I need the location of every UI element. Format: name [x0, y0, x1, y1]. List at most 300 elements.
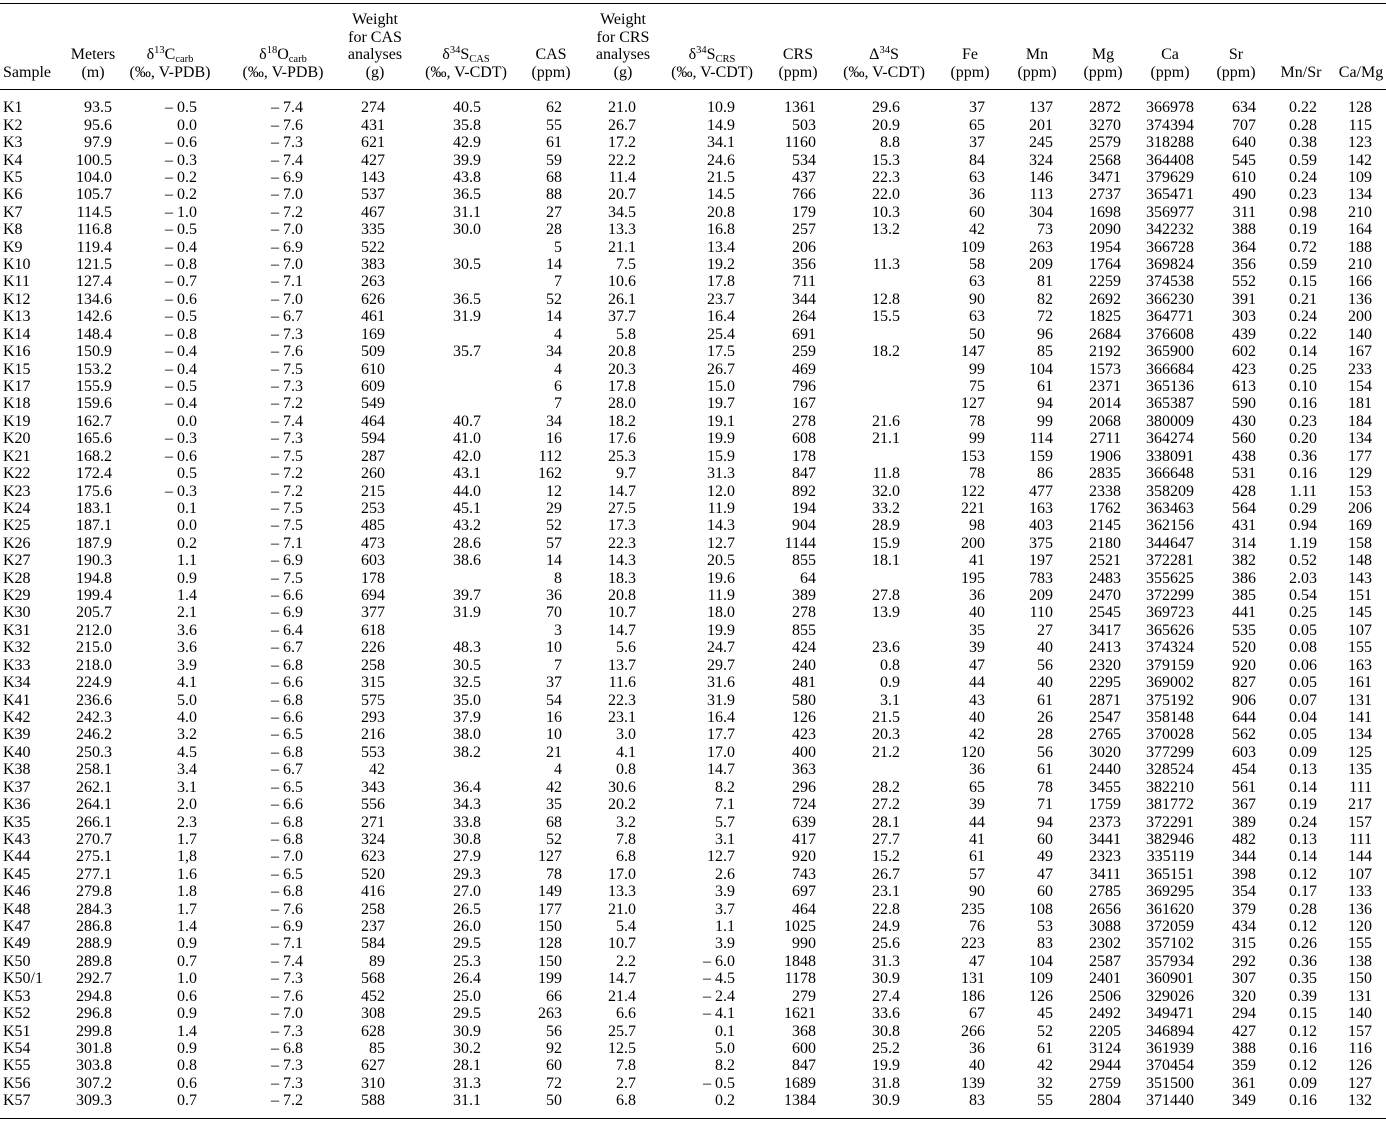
cell-mn-sr: 0.12 — [1289, 1022, 1317, 1040]
header-text: Sr — [1228, 46, 1244, 64]
cell-mn-ppm: 27 — [1037, 621, 1053, 639]
cell-mn-sr: 0.23 — [1289, 412, 1317, 430]
cell-d13c-carb: 1.4 — [177, 1022, 197, 1040]
table-row — [0, 726, 1386, 743]
cell-d34s-crs: 5.7 — [715, 813, 735, 831]
cell-sample: K16 — [3, 343, 31, 361]
cell-sr-ppm: 385 — [1232, 587, 1256, 605]
cell-d18o-carb: – 6.5 — [271, 865, 303, 883]
cell-ca-mg: 134 — [1348, 726, 1372, 744]
cell-weight-crs: 3.2 — [616, 813, 636, 831]
cell-d34s-cas — [391, 239, 481, 256]
cell-weight-cas: 343 — [361, 778, 385, 796]
cell-crs-ppm: 766 — [792, 186, 816, 204]
cell-mn-ppm: 40 — [1037, 639, 1053, 657]
cell-fe-ppm: 67 — [969, 1005, 985, 1023]
cell-crs-ppm: 796 — [792, 378, 816, 395]
cell-mg-ppm: 2785 — [1089, 883, 1121, 901]
cell-d13c-carb: 1.8 — [177, 883, 197, 901]
cell-cas-ppm: 16 — [546, 708, 562, 726]
cell-cas-ppm: 199 — [538, 970, 562, 988]
cell-cas-ppm: 61 — [546, 134, 562, 152]
cell-sr-ppm: 428 — [1232, 482, 1256, 500]
cell-d34s-crs: 15.0 — [707, 378, 735, 395]
cell-cap-delta34s: 23.6 — [872, 639, 900, 657]
cell-sr-ppm: 398 — [1232, 865, 1256, 883]
cell-mn-ppm: 94 — [1037, 813, 1053, 831]
cell-ca-ppm: 369824 — [1146, 256, 1194, 274]
cell-ca-ppm: 358148 — [1146, 708, 1194, 726]
cell-d13c-carb: 0.0 — [177, 412, 197, 430]
cell-sample: K6 — [3, 186, 23, 204]
cell-weight-crs: 13.3 — [608, 883, 636, 901]
cell-d34s-cas: 41.0 — [453, 430, 481, 448]
cell-d13c-carb: 0.7 — [177, 952, 197, 970]
cell-cap-delta34s: 29.6 — [872, 99, 900, 117]
cell-d34s-crs: 34.1 — [707, 134, 735, 152]
cell-mn-ppm: 201 — [1029, 116, 1053, 134]
cell-cas-ppm: 59 — [546, 151, 562, 169]
cell-weight-crs: 0.8 — [616, 761, 636, 779]
cell-d34s-crs: 18.0 — [707, 604, 735, 622]
cell-sr-ppm: 379 — [1232, 900, 1256, 918]
cell-d13c-carb: 5.0 — [177, 691, 197, 709]
cell-d34s-crs: 25.4 — [707, 325, 735, 343]
cell-cas-ppm: 52 — [546, 290, 562, 308]
table-row — [0, 500, 1386, 517]
cell-ca-mg: 144 — [1348, 848, 1372, 866]
cell-d13c-carb: 0.9 — [177, 1005, 197, 1023]
cell-cap-delta34s: 0.9 — [880, 674, 900, 692]
cell-meters: 175.6 — [76, 482, 112, 500]
cell-sample: K3 — [3, 134, 23, 152]
cell-cap-delta34s: 20.3 — [872, 726, 900, 744]
cell-cap-delta34s: 20.9 — [872, 116, 900, 134]
cell-meters: 266.1 — [76, 813, 112, 831]
cell-meters: 187.9 — [76, 534, 112, 552]
cell-sample: K26 — [3, 534, 31, 552]
cell-ca-mg: 184 — [1348, 412, 1372, 430]
cell-mn-sr: 0.39 — [1289, 987, 1317, 1005]
cell-fe-ppm: 131 — [961, 970, 985, 988]
cell-mg-ppm: 2871 — [1089, 691, 1121, 709]
cell-d18o-carb: – 6.9 — [271, 238, 303, 256]
header-text: Mn/Sr — [1280, 63, 1322, 81]
table-row — [0, 413, 1386, 430]
header-text: Ca — [1161, 46, 1179, 64]
cell-d34s-crs: 3.9 — [715, 883, 735, 901]
table-row — [0, 552, 1386, 569]
cell-sample: K42 — [3, 708, 31, 726]
header-text: (‰, V-PDB) — [242, 63, 324, 81]
cell-cap-delta34s: 15.5 — [872, 308, 900, 326]
cell-mn-sr: 0.15 — [1289, 1005, 1317, 1023]
cell-d13c-carb: – 0.5 — [165, 221, 197, 239]
table-row — [0, 622, 1386, 639]
table-row — [0, 587, 1386, 604]
cell-sr-ppm: 454 — [1232, 761, 1256, 779]
cell-ca-mg: 157 — [1348, 813, 1372, 831]
header-text: C — [164, 46, 176, 64]
cell-mn-sr: 0.22 — [1289, 325, 1317, 343]
cell-d18o-carb: – 7.1 — [271, 935, 303, 953]
cell-d18o-carb: – 7.3 — [271, 134, 303, 152]
cell-ca-ppm: 364274 — [1146, 430, 1194, 448]
cell-sr-ppm: 388 — [1232, 1039, 1256, 1057]
cell-d34s-crs: 17.0 — [707, 743, 735, 761]
cell-cap-delta34s: 22.0 — [872, 186, 900, 204]
cell-cas-ppm: 12 — [546, 482, 562, 500]
cell-mn-ppm: 113 — [1029, 186, 1053, 204]
cell-mg-ppm: 3441 — [1089, 830, 1121, 848]
cell-ca-mg: 127 — [1348, 1074, 1372, 1092]
cell-d34s-cas: 45.1 — [453, 499, 481, 517]
cell-meters: 242.3 — [76, 708, 112, 726]
cell-meters: 153.2 — [76, 360, 112, 378]
table-header-rule — [0, 89, 1386, 90]
cell-sample: K8 — [3, 221, 23, 239]
header-text: (ppm) — [1017, 63, 1057, 81]
cell-mn-sr: 0.94 — [1289, 517, 1317, 535]
cell-ca-mg: 123 — [1348, 134, 1372, 152]
cell-d18o-carb: – 7.2 — [271, 395, 303, 413]
cell-d34s-crs: 19.9 — [707, 621, 735, 639]
cell-mn-ppm: 55 — [1037, 1092, 1053, 1110]
cell-mn-ppm: 159 — [1029, 447, 1053, 465]
cell-meters: 236.6 — [76, 691, 112, 709]
cell-mg-ppm: 2180 — [1089, 534, 1121, 552]
cell-sr-ppm: 535 — [1232, 621, 1256, 639]
cell-meters: 275.1 — [76, 848, 112, 866]
cell-d13c-carb: – 0.8 — [165, 325, 197, 343]
cell-mn-ppm: 26 — [1037, 708, 1053, 726]
cell-cas-ppm: 112 — [538, 447, 562, 465]
cell-crs-ppm: 534 — [792, 151, 816, 169]
cell-sample: K31 — [3, 621, 31, 639]
cell-cas-ppm: 7 — [554, 273, 562, 291]
cell-cap-delta34s — [810, 622, 900, 639]
cell-sr-ppm: 314 — [1232, 534, 1256, 552]
cell-mg-ppm: 2302 — [1089, 935, 1121, 953]
cell-cap-delta34s: 0.8 — [880, 656, 900, 674]
cell-d13c-carb: – 0.6 — [165, 447, 197, 465]
cell-fe-ppm: 83 — [969, 1092, 985, 1110]
cell-d34s-cas — [391, 378, 481, 395]
cell-cap-delta34s: 24.9 — [872, 918, 900, 936]
cell-sr-ppm: 441 — [1232, 604, 1256, 622]
cell-crs-ppm: 1848 — [784, 952, 816, 970]
cell-d34s-cas: 43.8 — [453, 168, 481, 186]
cell-d18o-carb: – 7.6 — [271, 900, 303, 918]
cell-weight-crs: 30.6 — [608, 778, 636, 796]
cell-ca-ppm: 362156 — [1146, 517, 1194, 535]
table-row — [0, 814, 1386, 831]
cell-ca-ppm: 366230 — [1146, 290, 1194, 308]
cell-sample: K2 — [3, 116, 23, 134]
cell-d13c-carb: 3.6 — [177, 639, 197, 657]
cell-meters: 100.5 — [76, 151, 112, 169]
cell-mg-ppm: 2295 — [1089, 674, 1121, 692]
cell-crs-ppm: 296 — [792, 778, 816, 796]
cell-mn-ppm: 245 — [1029, 134, 1053, 152]
cell-weight-crs: 21.4 — [608, 987, 636, 1005]
cell-ca-ppm: 372291 — [1146, 813, 1194, 831]
cell-d34s-cas: 29.3 — [453, 865, 481, 883]
cell-mn-ppm: 304 — [1029, 203, 1053, 221]
cell-d18o-carb: – 7.4 — [271, 99, 303, 117]
cell-crs-ppm: 481 — [792, 674, 816, 692]
cell-weight-crs: 11.4 — [608, 168, 636, 186]
cell-sr-ppm: 423 — [1232, 360, 1256, 378]
cell-d34s-cas: 31.9 — [453, 308, 481, 326]
cell-d18o-carb: – 7.2 — [271, 1092, 303, 1110]
header-text: for CRS — [596, 28, 650, 46]
cell-d18o-carb: – 6.6 — [271, 708, 303, 726]
cell-meters: 289.8 — [76, 952, 112, 970]
cell-cap-delta34s: 8.8 — [880, 134, 900, 152]
cell-d34s-crs: 2.6 — [715, 865, 735, 883]
cell-fe-ppm: 41 — [969, 552, 985, 570]
cell-crs-ppm: 240 — [792, 656, 816, 674]
cell-sr-ppm: 389 — [1232, 813, 1256, 831]
cell-sample: K47 — [3, 918, 31, 936]
table-row — [0, 308, 1386, 325]
cell-d13c-carb: 1.4 — [177, 587, 197, 605]
cell-d34s-cas: 36.5 — [453, 186, 481, 204]
cell-ca-mg: 120 — [1348, 918, 1372, 936]
table-row — [0, 1057, 1386, 1074]
cell-mg-ppm: 2323 — [1089, 848, 1121, 866]
cell-mn-sr: 0.07 — [1289, 691, 1317, 709]
table-row — [0, 796, 1386, 813]
header-superscript: 34 — [449, 45, 461, 57]
cell-mn-ppm: 126 — [1029, 987, 1053, 1005]
cell-fe-ppm: 65 — [969, 778, 985, 796]
cell-d34s-crs: 19.6 — [707, 569, 735, 587]
cell-fe-ppm: 42 — [969, 221, 985, 239]
cell-mn-sr: 0.10 — [1289, 378, 1317, 395]
cell-ca-mg: 126 — [1348, 1057, 1372, 1075]
cell-d18o-carb: – 6.8 — [271, 656, 303, 674]
table-row — [0, 604, 1386, 621]
cell-meters: 277.1 — [76, 865, 112, 883]
cell-cap-delta34s — [810, 239, 900, 256]
cell-fe-ppm: 200 — [961, 534, 985, 552]
cell-mg-ppm: 3270 — [1089, 116, 1121, 134]
cell-cas-ppm: 34 — [546, 412, 562, 430]
cell-weight-crs: 14.7 — [608, 482, 636, 500]
cell-ca-ppm: 344647 — [1146, 534, 1194, 552]
cell-weight-crs: 9.7 — [616, 465, 636, 483]
cell-d34s-crs: – 4.5 — [703, 970, 735, 988]
cell-mn-sr: 0.23 — [1289, 186, 1317, 204]
cell-mn-ppm: 96 — [1037, 325, 1053, 343]
cell-d34s-cas: 27.0 — [453, 883, 481, 901]
column-header-weight-cas-line-2 — [300, 29, 450, 47]
header-text: analyses — [595, 46, 651, 64]
cell-ca-mg: 169 — [1348, 517, 1372, 535]
cell-mn-ppm: 61 — [1037, 1039, 1053, 1057]
cell-d13c-carb: 0.2 — [177, 534, 197, 552]
cell-mg-ppm: 2068 — [1089, 412, 1121, 430]
cell-ca-mg: 145 — [1348, 604, 1372, 622]
cell-mn-sr: 0.36 — [1289, 447, 1317, 465]
cell-d13c-carb: 2.1 — [177, 604, 197, 622]
cell-ca-ppm: 364408 — [1146, 151, 1194, 169]
cell-cas-ppm: 27 — [546, 203, 562, 221]
cell-d34s-crs: 10.9 — [707, 99, 735, 117]
cell-sr-ppm: 827 — [1232, 674, 1256, 692]
cell-cap-delta34s — [810, 326, 900, 343]
cell-mg-ppm: 2545 — [1089, 604, 1121, 622]
cell-mn-ppm: 82 — [1037, 290, 1053, 308]
cell-sample: K4 — [3, 151, 23, 169]
cell-d34s-cas: 30.0 — [453, 221, 481, 239]
cell-sr-ppm: 359 — [1232, 1057, 1256, 1075]
cell-cas-ppm: 62 — [546, 99, 562, 117]
table-row — [0, 901, 1386, 918]
cell-sample: K24 — [3, 499, 31, 517]
cell-d13c-carb: 4.5 — [177, 743, 197, 761]
cell-mn-sr: 0.12 — [1289, 918, 1317, 936]
cell-sr-ppm: 613 — [1232, 378, 1256, 395]
cell-fe-ppm: 47 — [969, 952, 985, 970]
cell-weight-crs: 20.2 — [608, 796, 636, 814]
cell-weight-cas: 556 — [361, 796, 385, 814]
header-text: (‰, V-PDB) — [129, 63, 211, 81]
cell-cap-delta34s: 27.4 — [872, 987, 900, 1005]
cell-mn-ppm: 61 — [1037, 761, 1053, 779]
cell-mn-ppm: 61 — [1037, 378, 1053, 395]
cell-mn-ppm: 137 — [1029, 99, 1053, 117]
cell-d34s-cas — [391, 622, 481, 639]
cell-meters: 264.1 — [76, 796, 112, 814]
cell-cas-ppm: 7 — [554, 656, 562, 674]
cell-meters: 215.0 — [76, 639, 112, 657]
cell-ca-ppm: 361620 — [1146, 900, 1194, 918]
cell-d13c-carb: 1.7 — [177, 900, 197, 918]
cell-d18o-carb: – 7.2 — [271, 203, 303, 221]
cell-d13c-carb: 1.0 — [177, 970, 197, 988]
cell-d13c-carb: 0.5 — [177, 465, 197, 483]
cell-weight-cas: 293 — [361, 708, 385, 726]
cell-sr-ppm: 307 — [1232, 970, 1256, 988]
cell-d34s-crs: 16.4 — [707, 308, 735, 326]
cell-d13c-carb: 0.6 — [177, 1074, 197, 1092]
cell-mn-ppm: 49 — [1037, 848, 1053, 866]
table-row — [0, 239, 1386, 256]
cell-mn-sr: 0.08 — [1289, 639, 1317, 657]
header-text: Ca/Mg — [1338, 63, 1384, 81]
cell-cas-ppm: 42 — [546, 778, 562, 796]
cell-d18o-carb: – 7.3 — [271, 970, 303, 988]
cell-weight-crs: 25.7 — [608, 1022, 636, 1040]
cell-ca-mg: 181 — [1348, 395, 1372, 413]
cell-cas-ppm: 57 — [546, 534, 562, 552]
cell-d34s-crs: 29.7 — [707, 656, 735, 674]
cell-ca-mg: 136 — [1348, 290, 1372, 308]
cell-mn-sr: 0.26 — [1289, 935, 1317, 953]
cell-mn-ppm: 477 — [1029, 482, 1053, 500]
cell-d13c-carb: – 0.3 — [165, 430, 197, 448]
header-text: S — [889, 46, 899, 64]
table-row — [0, 1040, 1386, 1057]
cell-cas-ppm: 70 — [546, 604, 562, 622]
cell-d34s-cas: 35.0 — [453, 691, 481, 709]
cell-fe-ppm: 60 — [969, 203, 985, 221]
cell-d34s-crs: 14.5 — [707, 186, 735, 204]
cell-weight-cas: 522 — [361, 238, 385, 256]
cell-crs-ppm: 344 — [792, 290, 816, 308]
cell-meters: 114.5 — [76, 203, 112, 221]
cell-sr-ppm: 294 — [1232, 1005, 1256, 1023]
cell-crs-ppm: 711 — [792, 273, 816, 291]
header-text: Sample — [3, 63, 51, 81]
cell-d13c-carb: 0.6 — [177, 987, 197, 1005]
table-row — [0, 761, 1386, 778]
cell-d13c-carb: 0.1 — [177, 499, 197, 517]
cell-d34s-cas — [391, 761, 481, 778]
cell-d34s-crs: 5.0 — [715, 1039, 735, 1057]
cell-ca-mg: 151 — [1348, 587, 1372, 605]
cell-ca-mg: 166 — [1348, 273, 1372, 291]
cell-cas-ppm: 29 — [546, 499, 562, 517]
cell-weight-cas: 260 — [361, 465, 385, 483]
cell-mn-sr: 0.36 — [1289, 952, 1317, 970]
cell-meters: 97.9 — [84, 134, 112, 152]
cell-mg-ppm: 2944 — [1089, 1057, 1121, 1075]
cell-d34s-crs: 31.9 — [707, 691, 735, 709]
cell-weight-cas: 42 — [369, 761, 385, 779]
cell-d18o-carb: – 7.3 — [271, 1074, 303, 1092]
cell-sample: K28 — [3, 569, 31, 587]
cell-mg-ppm: 3417 — [1089, 621, 1121, 639]
cell-ca-mg: 131 — [1348, 691, 1372, 709]
cell-weight-crs: 20.8 — [608, 587, 636, 605]
cell-mn-ppm: 56 — [1037, 656, 1053, 674]
cell-sr-ppm: 603 — [1232, 743, 1256, 761]
cell-weight-crs: 5.8 — [616, 325, 636, 343]
cell-weight-cas: 694 — [361, 587, 385, 605]
cell-fe-ppm: 90 — [969, 883, 985, 901]
cell-cas-ppm: 8 — [554, 569, 562, 587]
cell-cas-ppm: 14 — [546, 552, 562, 570]
cell-cap-delta34s: 27.8 — [872, 587, 900, 605]
cell-ca-mg: 134 — [1348, 186, 1372, 204]
cell-mg-ppm: 2259 — [1089, 273, 1121, 291]
table-row — [0, 988, 1386, 1005]
cell-ca-mg: 111 — [1349, 778, 1372, 796]
cell-weight-cas: 464 — [361, 412, 385, 430]
cell-mn-ppm: 86 — [1037, 465, 1053, 483]
cell-sr-ppm: 644 — [1232, 708, 1256, 726]
table-row — [0, 1092, 1386, 1109]
cell-cap-delta34s — [810, 378, 900, 395]
cell-sample: K54 — [3, 1039, 31, 1057]
cell-cap-delta34s: 13.9 — [872, 604, 900, 622]
cell-d34s-cas: 26.5 — [453, 900, 481, 918]
cell-sr-ppm: 640 — [1232, 134, 1256, 152]
cell-weight-crs: 22.3 — [608, 691, 636, 709]
cell-mg-ppm: 2440 — [1089, 761, 1121, 779]
cell-ca-mg: 111 — [1349, 830, 1372, 848]
cell-d13c-carb: 0.8 — [177, 1057, 197, 1075]
cell-mn-sr: 0.24 — [1289, 813, 1317, 831]
cell-crs-ppm: 126 — [792, 708, 816, 726]
cell-ca-ppm: 380009 — [1146, 412, 1194, 430]
cell-d18o-carb: – 7.6 — [271, 987, 303, 1005]
table-row — [0, 117, 1386, 134]
